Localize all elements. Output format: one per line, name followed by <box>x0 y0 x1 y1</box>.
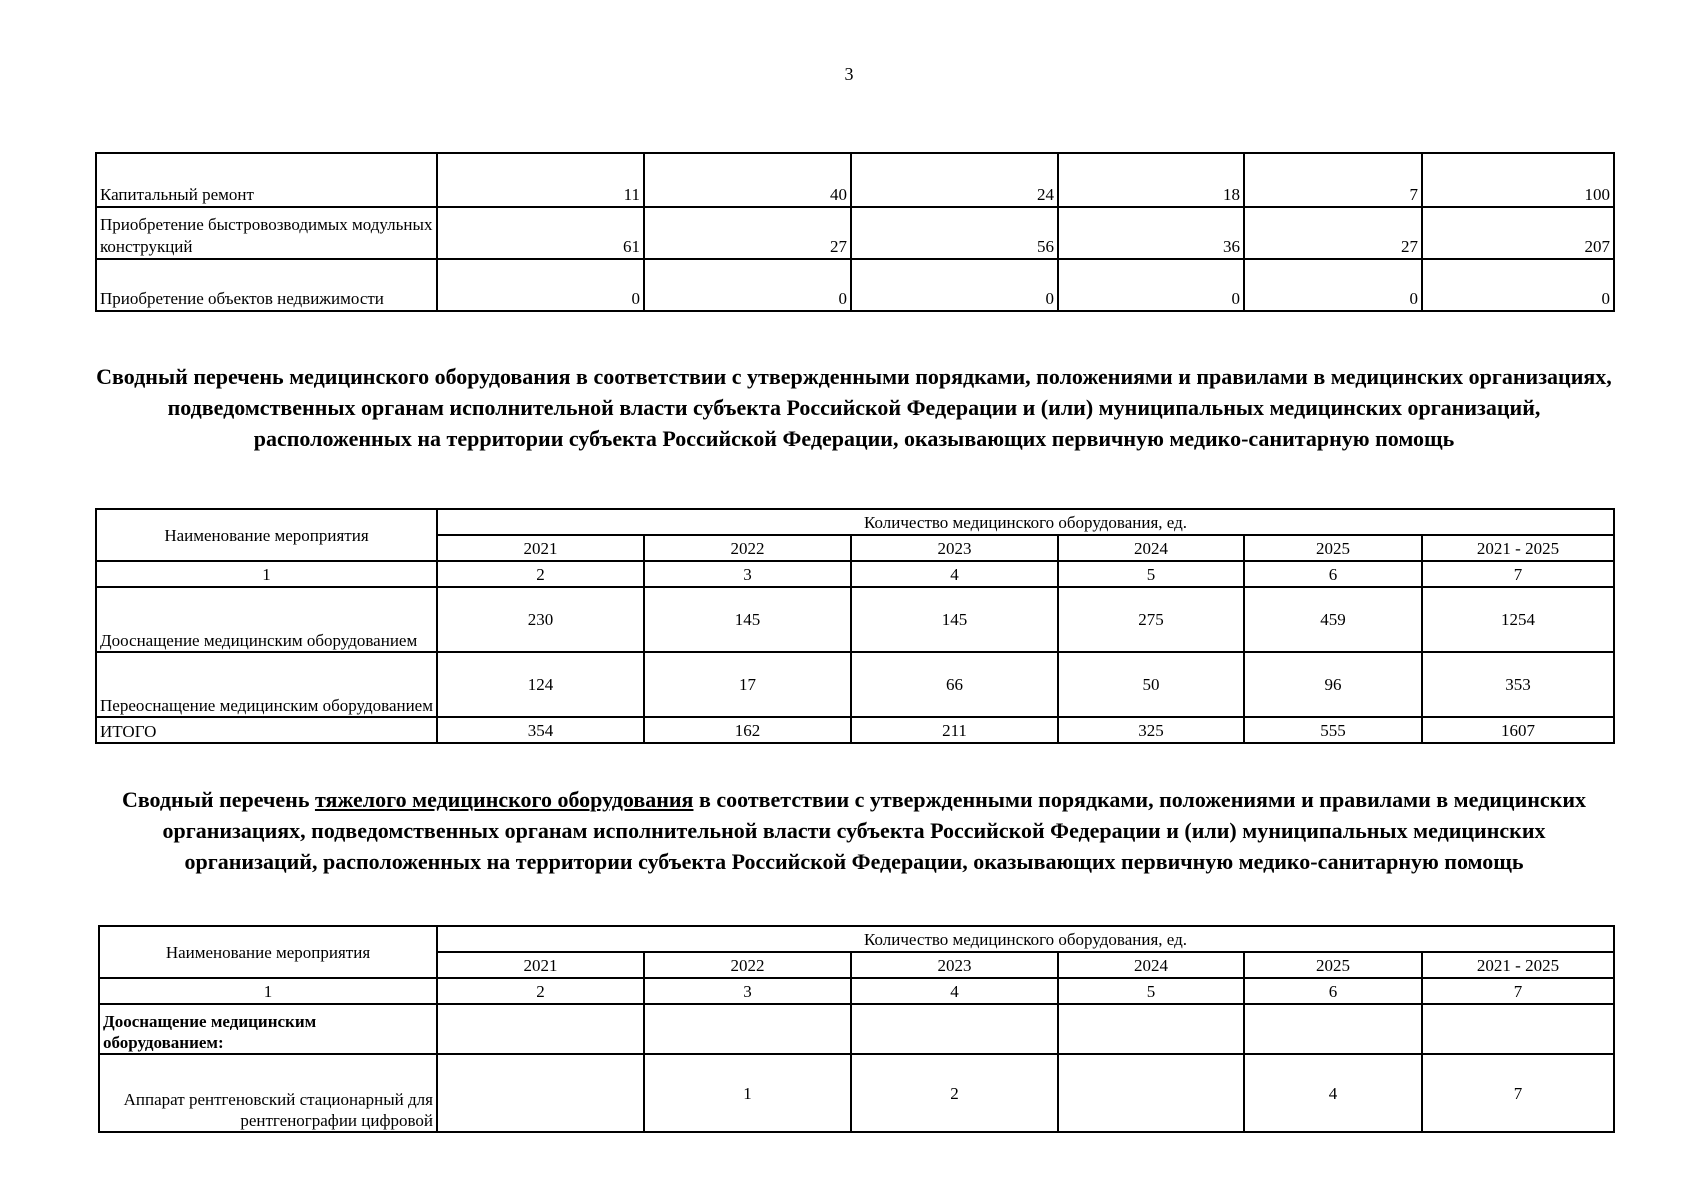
year-header: 2021 - 2025 <box>1422 535 1614 561</box>
year-header: 2024 <box>1058 952 1244 978</box>
table-row <box>96 153 1614 207</box>
column-number: 4 <box>851 978 1058 1004</box>
section-row <box>99 1004 1614 1054</box>
empty-cell <box>644 1004 851 1054</box>
section-heading-heavy-equipment <box>95 784 1613 877</box>
table-row <box>99 1054 1614 1132</box>
value-cell: 145 <box>644 587 851 652</box>
section-label: Дооснащение медицинским оборудованием: <box>99 1004 437 1054</box>
value-cell: 11 <box>437 153 644 207</box>
value-cell: 27 <box>1244 207 1422 259</box>
construction-table <box>95 152 1615 312</box>
column-number: 3 <box>644 978 851 1004</box>
heading-underlined-text: тяжелого медицинского оборудования <box>314 787 694 812</box>
heading-text: в соответствии с утвержденными порядками, положениями и правилами в медицинских организациях, подведомственных органам исполнительной власти субъекта Российской Федерации и (или) муниципальных медицинских организаций, расположенных на территории субъекта Российской Федерации, оказывающих первичную медико-санитарную помощь <box>162 787 1587 874</box>
column-number: 1 <box>99 978 437 1004</box>
column-number: 2 <box>437 978 644 1004</box>
column-number: 4 <box>851 561 1058 587</box>
value-cell: 354 <box>437 717 644 743</box>
value-cell: 0 <box>1422 259 1614 311</box>
column-number: 7 <box>1422 561 1614 587</box>
column-number: 6 <box>1244 561 1422 587</box>
row-label: Переоснащение медицинским оборудованием <box>96 652 437 717</box>
value-cell: 555 <box>1244 717 1422 743</box>
value-cell: 230 <box>437 587 644 652</box>
value-cell: 1254 <box>1422 587 1614 652</box>
column-header-name: Наименование мероприятия <box>96 509 437 561</box>
value-cell: 61 <box>437 207 644 259</box>
row-label: Дооснащение медицинским оборудованием <box>96 587 437 652</box>
page-number: 3 <box>844 64 854 84</box>
year-header: 2024 <box>1058 535 1244 561</box>
row-label: Приобретение объектов недвижимости <box>96 259 437 311</box>
value-cell: 66 <box>851 652 1058 717</box>
empty-cell <box>1058 1004 1244 1054</box>
value-cell: 100 <box>1422 153 1614 207</box>
value-cell: 124 <box>437 652 644 717</box>
value-cell: 207 <box>1422 207 1614 259</box>
row-label: Аппарат рентгеновский стационарный для рентгенографии цифровой <box>99 1054 437 1132</box>
value-cell: 27 <box>644 207 851 259</box>
value-cell: 7 <box>1422 1054 1614 1132</box>
column-number-row <box>99 978 1614 1004</box>
table-row <box>96 207 1614 259</box>
value-cell: 1 <box>644 1054 851 1132</box>
value-cell: 18 <box>1058 153 1244 207</box>
column-number: 7 <box>1422 978 1614 1004</box>
year-header: 2023 <box>851 952 1058 978</box>
column-number: 5 <box>1058 978 1244 1004</box>
heavy-equipment-table <box>98 925 1615 1133</box>
value-cell: 0 <box>1244 259 1422 311</box>
value-cell: 459 <box>1244 587 1422 652</box>
column-number: 2 <box>437 561 644 587</box>
year-header: 2021 <box>437 535 644 561</box>
year-header: 2023 <box>851 535 1058 561</box>
value-cell: 4 <box>1244 1054 1422 1132</box>
value-cell: 353 <box>1422 652 1614 717</box>
group-header: Количество медицинского оборудования, ед. <box>437 926 1614 952</box>
table-row <box>96 587 1614 652</box>
value-cell: 56 <box>851 207 1058 259</box>
column-number: 1 <box>96 561 437 587</box>
year-header: 2022 <box>644 535 851 561</box>
column-number: 3 <box>644 561 851 587</box>
value-cell: 24 <box>851 153 1058 207</box>
value-cell: 275 <box>1058 587 1244 652</box>
total-row <box>96 717 1614 743</box>
value-cell: 96 <box>1244 652 1422 717</box>
year-header: 2021 <box>437 952 644 978</box>
value-cell: 0 <box>644 259 851 311</box>
section-heading-equipment: Сводный перечень медицинского оборудования в соответствии с утвержденными порядками, положениями и правилами в медицинских организациях, подведомственных органам исполнительной власти субъекта Российской Федерации и (или) муниципальных медицинских организаций, расположенных на территории субъекта Российской Федерации, оказывающих первичную медико-санитарную помощь <box>96 364 1612 451</box>
header-row <box>99 926 1614 952</box>
column-number: 5 <box>1058 561 1244 587</box>
value-cell: 0 <box>437 259 644 311</box>
value-cell: 50 <box>1058 652 1244 717</box>
value-cell: 325 <box>1058 717 1244 743</box>
value-cell: 0 <box>851 259 1058 311</box>
value-cell: 145 <box>851 587 1058 652</box>
value-cell: 0 <box>1058 259 1244 311</box>
row-label: ИТОГО <box>96 717 437 743</box>
value-cell: 1607 <box>1422 717 1614 743</box>
row-label: Капитальный ремонт <box>96 153 437 207</box>
year-header: 2025 <box>1244 535 1422 561</box>
column-header-name: Наименование мероприятия <box>99 926 437 978</box>
value-cell <box>437 1054 644 1132</box>
header-row <box>96 509 1614 535</box>
year-header: 2021 - 2025 <box>1422 952 1614 978</box>
value-cell: 211 <box>851 717 1058 743</box>
column-number: 6 <box>1244 978 1422 1004</box>
table-row <box>96 652 1614 717</box>
value-cell: 36 <box>1058 207 1244 259</box>
value-cell: 2 <box>851 1054 1058 1132</box>
year-header: 2022 <box>644 952 851 978</box>
empty-cell <box>1422 1004 1614 1054</box>
value-cell: 40 <box>644 153 851 207</box>
value-cell: 162 <box>644 717 851 743</box>
table-row <box>96 259 1614 311</box>
empty-cell <box>437 1004 644 1054</box>
group-header: Количество медицинского оборудования, ед. <box>437 509 1614 535</box>
equipment-table <box>95 508 1615 744</box>
value-cell <box>1058 1054 1244 1132</box>
heading-text: Сводный перечень <box>121 787 315 812</box>
value-cell: 7 <box>1244 153 1422 207</box>
empty-cell <box>851 1004 1058 1054</box>
row-label: Приобретение быстровозводимых модульных конструкций <box>96 207 437 259</box>
empty-cell <box>1244 1004 1422 1054</box>
year-header: 2025 <box>1244 952 1422 978</box>
column-number-row <box>96 561 1614 587</box>
value-cell: 17 <box>644 652 851 717</box>
